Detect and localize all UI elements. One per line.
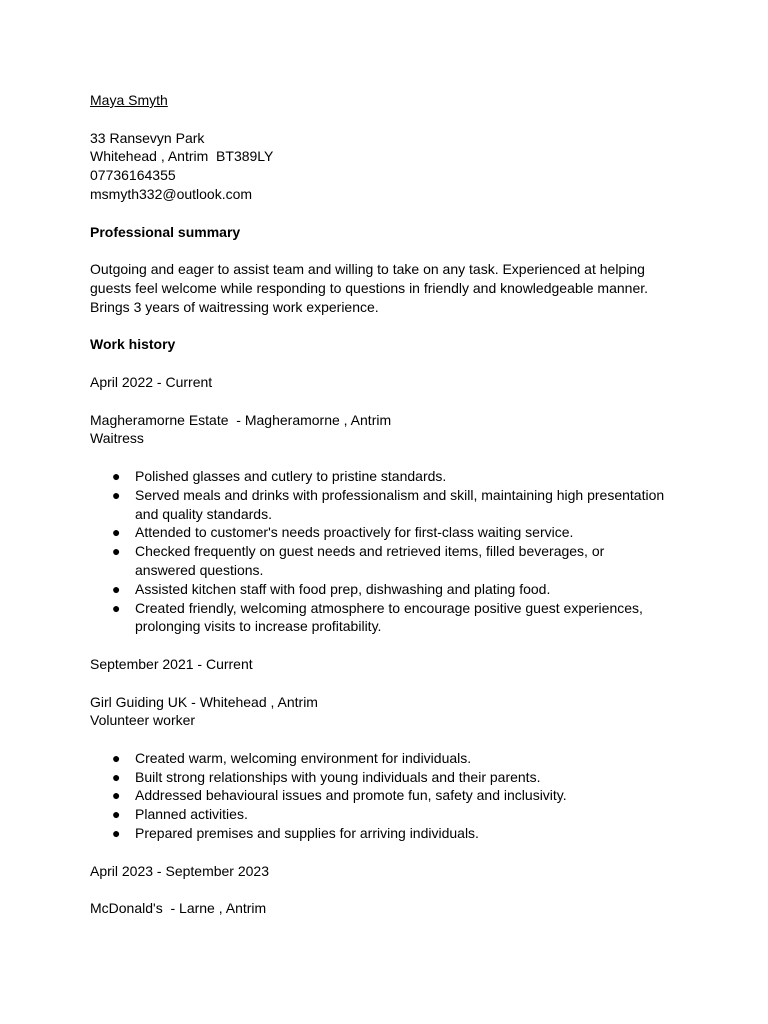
- bullet-icon: ●: [112, 543, 121, 560]
- summary-heading: Professional summary: [90, 223, 241, 240]
- job-entry: [90, 862, 690, 918]
- duty-item: [90, 542, 665, 580]
- work-history-heading: Work history: [90, 336, 176, 353]
- candidate-name: Maya Smyth: [90, 92, 168, 108]
- address-line-2: Whitehead , Antrim BT389LY: [90, 148, 274, 165]
- job-dates: April 2022 - Current: [90, 373, 213, 390]
- duty-item: [90, 580, 665, 599]
- job-dates: September 2021 - Current: [90, 655, 253, 672]
- job-employer: Magheramorne Estate - Magheramorne , Antrim: [90, 411, 392, 428]
- job-duties-list: [90, 749, 690, 843]
- bullet-icon: ●: [112, 749, 121, 766]
- phone-number: 07736164355: [90, 167, 176, 184]
- job-entry: [90, 373, 690, 636]
- duty-item: [90, 805, 665, 824]
- duty-item: [90, 749, 665, 768]
- bullet-icon: ●: [112, 467, 121, 484]
- duty-text: Assisted kitchen staff with food prep, dishwashing and plating food.: [135, 580, 551, 597]
- duty-item: [90, 824, 665, 843]
- duty-text: Attended to customer's needs proactively for first-class waiting service.: [135, 524, 574, 541]
- email-address: msmyth332@outlook.com: [90, 185, 253, 202]
- job-duties-list: [90, 467, 690, 636]
- bullet-icon: ●: [112, 768, 121, 785]
- bullet-icon: ●: [112, 825, 121, 842]
- duty-text: Served meals and drinks with professionalism and skill, maintaining high presentation and quality standards.: [135, 486, 665, 522]
- resume-document: [90, 91, 690, 918]
- duty-item: [90, 768, 665, 787]
- duty-text: Polished glasses and cutlery to pristine standards.: [135, 467, 447, 484]
- duty-text: Checked frequently on guest needs and retrieved items, filled beverages, or answered questions.: [135, 543, 605, 578]
- summary-text: Outgoing and eager to assist team and willing to take on any task. Experienced at helping guests feel welcome while responding to questions in friendly and knowledgeable manner. Brings 3 years of waitressing work experience.: [90, 261, 649, 315]
- bullet-icon: ●: [112, 524, 121, 541]
- bullet-icon: ●: [112, 599, 121, 616]
- duty-item: [90, 786, 665, 805]
- duty-text: Built strong relationships with young individuals and their parents.: [135, 768, 541, 785]
- duty-item: [90, 599, 665, 637]
- job-entry: [90, 655, 690, 843]
- job-employer: Girl Guiding UK - Whitehead , Antrim: [90, 693, 318, 710]
- duty-text: Created warm, welcoming environment for individuals.: [135, 749, 472, 766]
- bullet-icon: ●: [112, 806, 121, 823]
- job-title: Volunteer worker: [90, 712, 196, 729]
- job-title: Waitress: [90, 430, 144, 447]
- bullet-icon: ●: [112, 580, 121, 597]
- job-employer: McDonald's - Larne , Antrim: [90, 900, 267, 917]
- bullet-icon: ●: [112, 787, 121, 804]
- duty-item: [90, 467, 665, 486]
- address-line-1: 33 Ransevyn Park: [90, 129, 205, 146]
- job-dates: April 2023 - September 2023: [90, 862, 269, 879]
- duty-text: Planned activities.: [135, 806, 248, 823]
- duty-text: Created friendly, welcoming atmosphere to encourage positive guest experiences, prolonging visits to increase profitability.: [135, 599, 643, 635]
- duty-text: Prepared premises and supplies for arriving individuals.: [135, 825, 479, 842]
- duty-item: [90, 486, 665, 524]
- bullet-icon: ●: [112, 486, 121, 503]
- duty-item: [90, 523, 665, 542]
- duty-text: Addressed behavioural issues and promote fun, safety and inclusivity.: [135, 787, 567, 804]
